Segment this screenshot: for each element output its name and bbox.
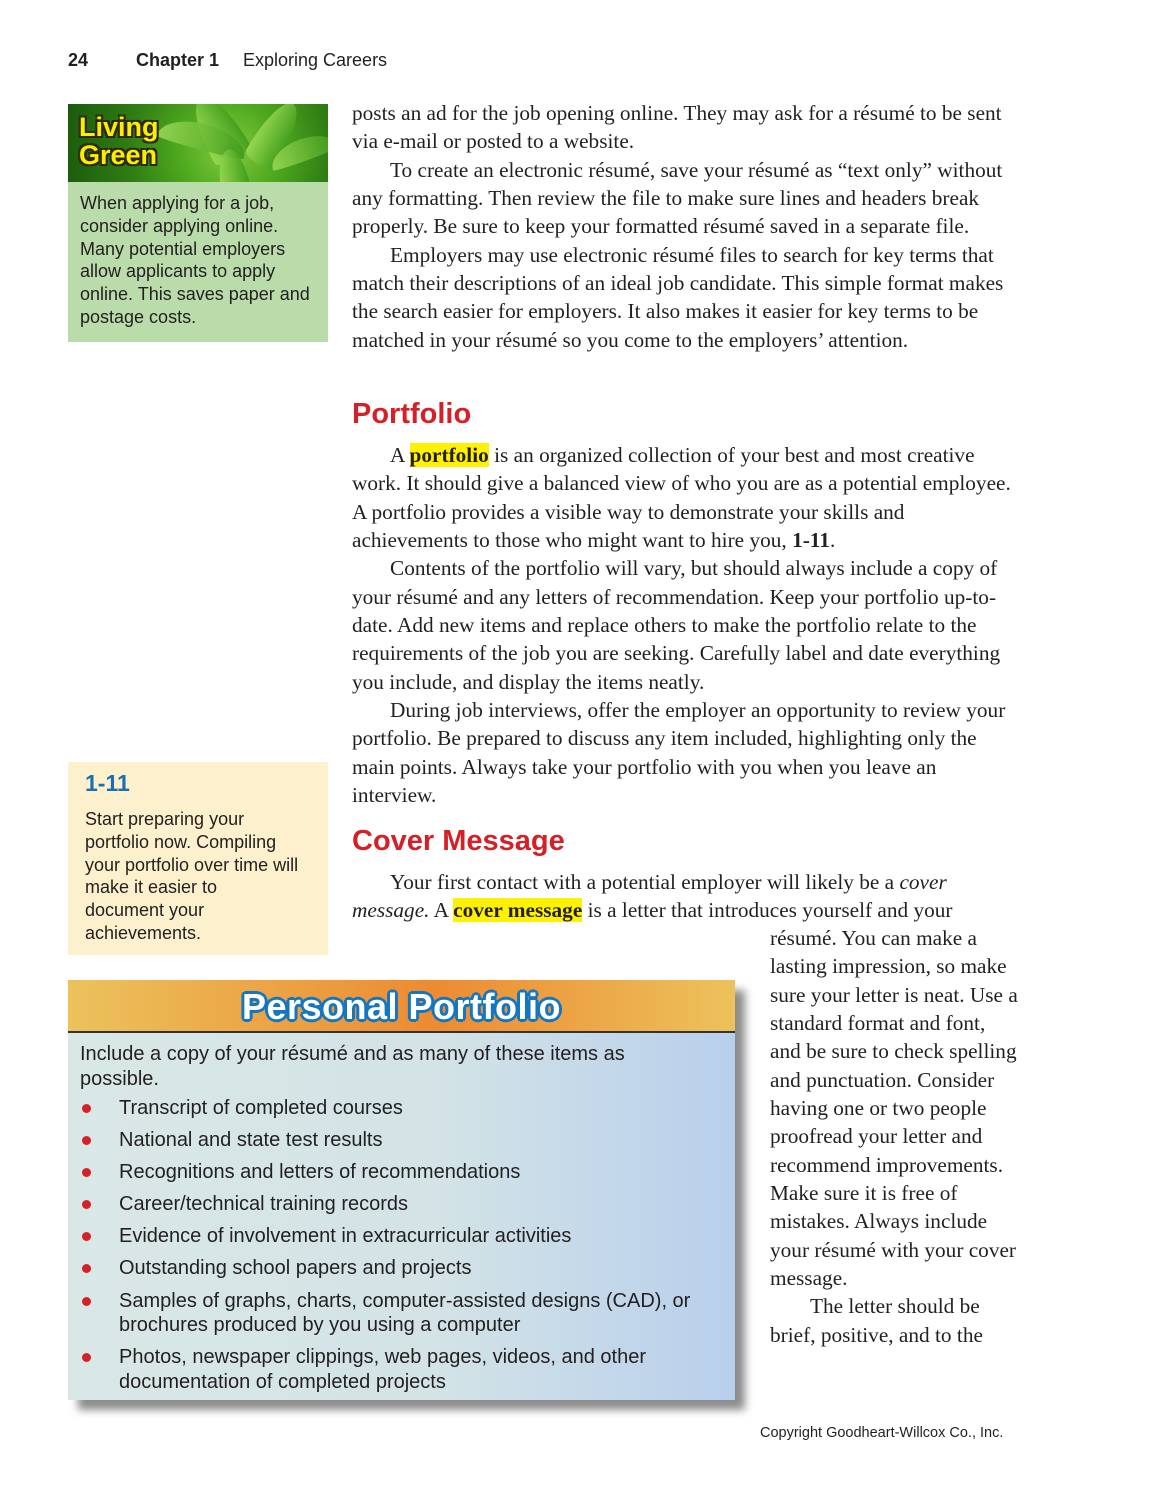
text: . — [829, 528, 836, 553]
bullet-icon — [82, 1353, 91, 1362]
intro-text — [352, 99, 1020, 354]
bullet-icon — [82, 1136, 91, 1145]
list-item-text: Evidence of involvement in extracurricular activities — [119, 1225, 572, 1248]
paragraph: posts an ad for the job opening online. They may ask for a résumé to be sent via e-mail or posted to a website. — [352, 101, 1002, 154]
list-item — [68, 1289, 728, 1338]
personal-portfolio-intro: Include a copy of your résumé and as many of these items as possible. — [80, 1043, 625, 1090]
list-item — [68, 1345, 728, 1394]
list-item — [68, 1224, 728, 1249]
list-item-text: Career/technical training records — [119, 1193, 409, 1216]
section-heading-cover-message: Cover Message — [352, 825, 565, 857]
living-green-title-line2: Green — [79, 140, 158, 170]
paragraph: résumé. You can make a lasting impression, so make sure your letter is neat. Use a standard format and font, and be sure to check spelling and punctuation. Consider having one or two people proofread your letter and recommend improvements. Make sure it is free of mistakes. Always include your résumé with your cover message. — [770, 926, 1018, 1291]
personal-portfolio-header — [68, 980, 735, 1033]
list-item-text: National and state test results — [119, 1129, 383, 1152]
portfolio-text — [352, 441, 1020, 809]
page-number: 24 — [68, 50, 89, 70]
paragraph: To create an electronic résumé, save your résumé as “text only” without any formatting. Then review the file to make sure lines and headers break properly. Be sure to keep your formatted résumé saved in a separate file. — [352, 157, 1003, 239]
bullet-icon — [82, 1168, 91, 1177]
list-item — [68, 1128, 728, 1153]
living-green-title-line1: Living — [79, 112, 159, 142]
list-item — [68, 1160, 728, 1185]
list-item-text: Transcript of completed courses — [119, 1097, 403, 1119]
text: A — [390, 443, 410, 467]
key-term-cover-message: cover message — [453, 898, 583, 923]
living-green-text: When applying for a job, consider applying online. Many potential employers allow applicants to apply online. This saves paper and postage costs. — [80, 193, 310, 327]
key-term-portfolio: portfolio — [409, 443, 489, 467]
paragraph: Employers may use electronic résumé files to search for key terms that match their descriptions of an ideal job candidate. This simple format makes the search easier for employers. It also makes it easier for key terms to be matched in your résumé so you come to the employers’ attention. — [352, 242, 1004, 352]
paragraph: Contents of the portfolio will vary, but should always include a copy of your résumé and any letters of recommendation. Keep your portfolio up-to-date. Add new items and replace others to make the portfolio relate to the requirements of the job you are seeking. Carefully label and date everything you include, and display the items neatly. — [352, 556, 1001, 694]
plant-image — [68, 104, 328, 182]
cover-text — [352, 868, 1020, 925]
copyright-footer: Copyright Goodheart-Willcox Co., Inc. — [760, 1425, 1004, 1441]
figure-number: 1-11 — [85, 770, 130, 796]
list-item — [68, 1096, 728, 1121]
text: A — [429, 898, 454, 923]
chapter-title: Exploring Careers — [243, 50, 388, 70]
text: is an organized collection of your best and most creative work. It should give a balanced view of who you are as a potential employee. A portfolio provides a visible way to demonstrate your skills and achievements to those who might want to hire you, — [352, 443, 1011, 553]
personal-portfolio-box — [68, 980, 735, 1400]
paragraph: During job interviews, offer the employer an opportunity to review your portfolio. Be prepared to discuss any item included, highlighting only the main points. Always take your portfolio with you when you leave an interview. — [352, 698, 1006, 808]
list-item — [68, 1192, 728, 1217]
bullet-icon — [82, 1297, 91, 1306]
list-item-text: Samples of graphs, charts, computer-assisted designs (CAD), or brochures produced by you using a computer — [119, 1289, 691, 1337]
list-item-text: Photos, newspaper clippings, web pages, videos, and other documentation of completed projects — [119, 1346, 647, 1393]
text: is a letter that introduces yourself and your — [582, 898, 953, 923]
personal-portfolio-title: Personal Portfolio — [241, 986, 562, 1027]
bullet-icon — [82, 1104, 91, 1113]
section-heading-portfolio: Portfolio — [352, 398, 472, 430]
italic-term: cover message. — [352, 870, 947, 923]
paragraph — [352, 868, 1020, 925]
figure-reference: 1-11 — [792, 528, 830, 553]
paragraph — [352, 441, 1020, 554]
chapter-label: Chapter 1 — [136, 50, 220, 70]
list-item-text: Recognitions and letters of recommendations — [119, 1161, 521, 1184]
cover-text-continued — [770, 924, 1018, 1349]
figure-note-1-11 — [68, 762, 328, 955]
bullet-icon — [82, 1200, 91, 1209]
living-green-sidebar — [68, 104, 328, 342]
text: Your first contact with a potential employer will likely be a — [390, 870, 900, 894]
paragraph: The letter should be brief, positive, and to the — [770, 1294, 983, 1347]
figure-caption: Start preparing your portfolio now. Compiling your portfolio over time will make it easier to document your achievements. — [85, 809, 299, 943]
portfolio-items-list — [68, 1096, 728, 1402]
bullet-icon — [82, 1264, 91, 1273]
list-item — [68, 1256, 728, 1281]
list-item-text: Outstanding school papers and projects — [119, 1257, 472, 1280]
bullet-icon — [82, 1232, 91, 1241]
